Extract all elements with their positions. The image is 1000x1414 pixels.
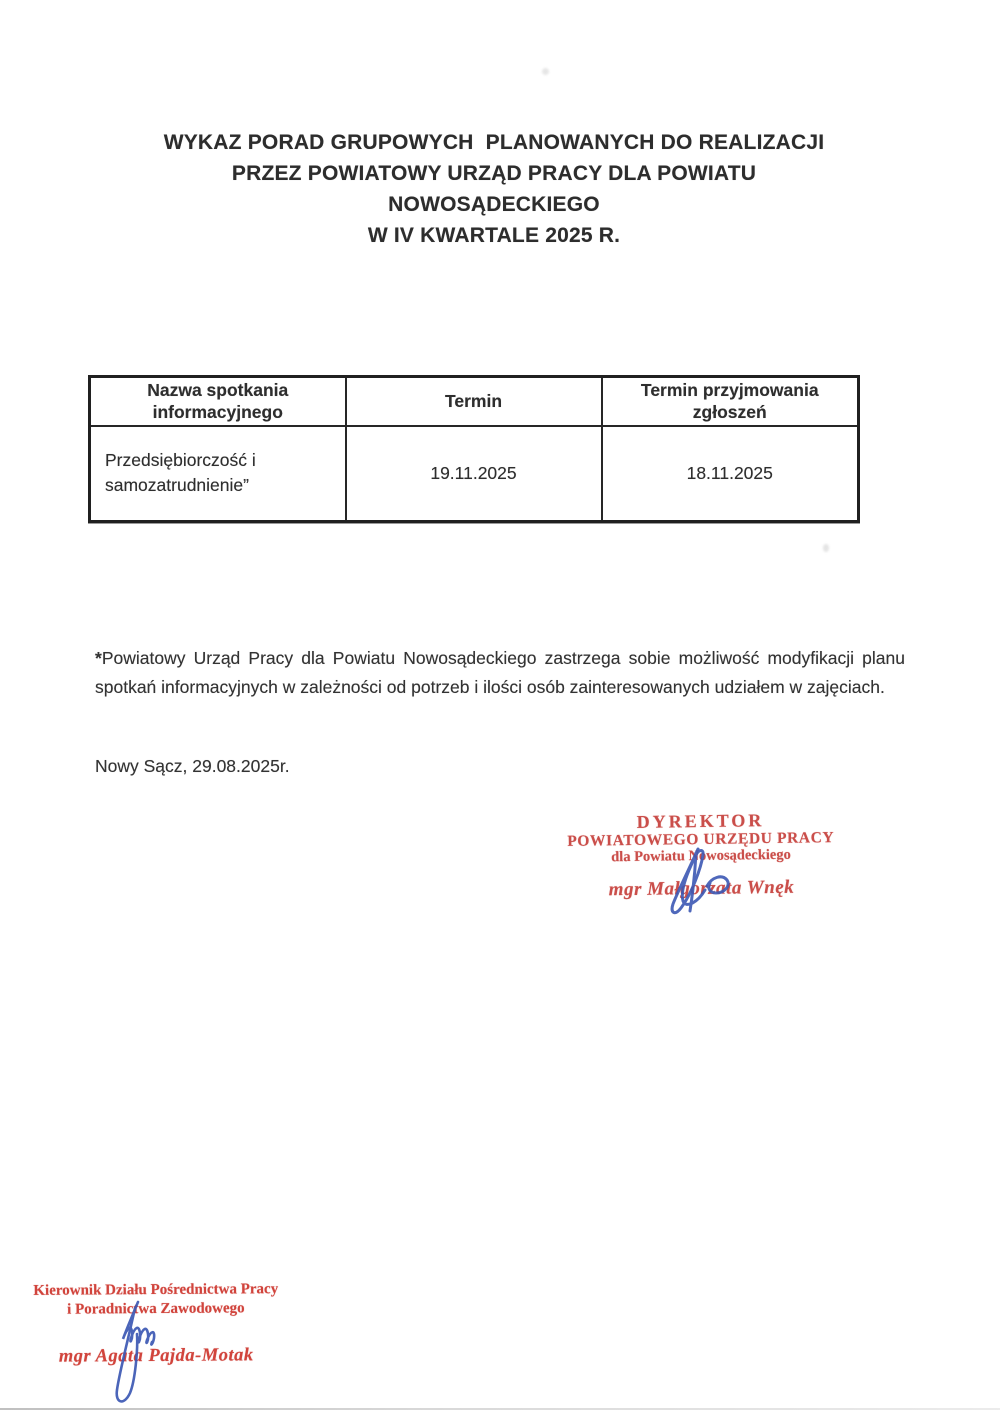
title-line-1: WYKAZ PORAD GRUPOWYCH PLANOWANYCH DO REALIZACJI (163, 131, 825, 154)
scan-edge-artifact (0, 1408, 1000, 1410)
header-meeting-name: Nazwa spotkania informacyjnego (90, 377, 346, 427)
footnote-asterisk: * (95, 648, 102, 668)
manager-stamp-name: mgr Agata Pajda-Motak (58, 1345, 254, 1367)
cell-registration-deadline: 18.11.2025 (602, 426, 859, 521)
table-row (90, 426, 859, 521)
document-title (88, 127, 900, 251)
manager-stamp-role-line1: Kierownik Działu Pośrednictwa Pracy (33, 1281, 279, 1299)
director-stamp-district: dla Powiatu Nowosądeckiego (611, 846, 791, 866)
footnote-text: Powiatowy Urząd Pracy dla Powiatu Nowosądeckiego zastrzega sobie możliwość modyfikacji planu spotkań informacyjnych w zależności od potrzeb i ilości osób zainteresowanych udziałem w zajęciach. (95, 648, 905, 697)
place-and-date: Nowy Sącz, 29.08.2025r. (95, 756, 290, 776)
manager-signature-icon (98, 1292, 176, 1414)
cell-meeting-name (90, 426, 346, 521)
schedule-table (88, 375, 860, 523)
footnote-paragraph (95, 644, 905, 701)
director-stamp-name: mgr Małgorzata Wnęk (608, 876, 795, 901)
meeting-name-text: Przedsiębiorczość i samozatrudnienie” (105, 450, 256, 496)
cell-date: 19.11.2025 (346, 426, 602, 521)
title-line-4: W IV KWARTALE 2025 R. (367, 224, 621, 247)
header-registration-deadline: Termin przyjmowania zgłoszeń (602, 377, 859, 427)
director-stamp-office: POWIATOWEGO URZĘDU PRACY (567, 829, 835, 850)
title-line-2: PRZEZ POWIATOWY URZĄD PRACY DLA POWIATU (231, 162, 757, 185)
table-header-row (90, 377, 859, 427)
director-stamp-title: DYREKTOR (636, 810, 765, 832)
scan-speck (542, 68, 549, 75)
director-signature-icon (652, 843, 757, 921)
manager-stamp-role-line2: i Poradnictwa Zawodowego (67, 1300, 245, 1318)
scan-speck (823, 544, 829, 552)
title-line-3: NOWOSĄDECKIEGO (388, 193, 600, 216)
header-date: Termin (346, 377, 602, 427)
